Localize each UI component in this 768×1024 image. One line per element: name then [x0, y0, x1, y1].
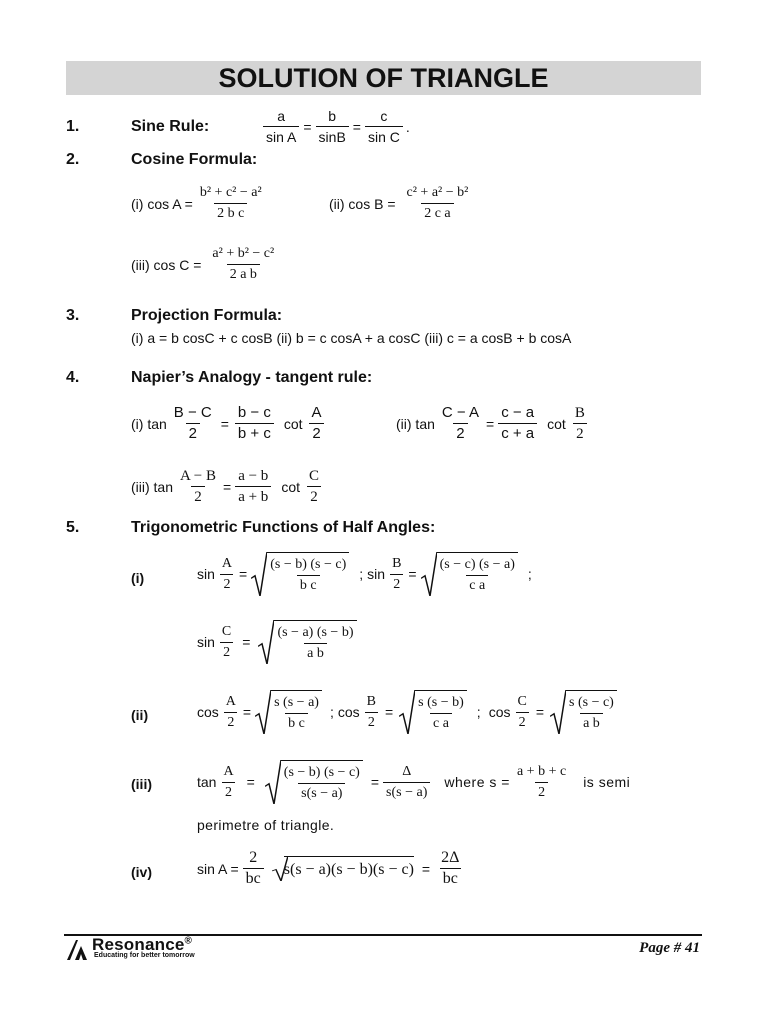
- denominator: 2: [220, 642, 233, 663]
- square-root: [258, 620, 356, 664]
- denominator: 2 a b: [227, 264, 260, 285]
- napier-iii-formula: (iii) tan $\frac{A - B}{2}$ = $\frac{a - b}{a + b}$ cot $\frac{C}{2}$: [131, 466, 322, 507]
- section-number: 4.: [66, 369, 80, 386]
- denominator: 2: [220, 574, 233, 595]
- func-name: tan: [197, 774, 217, 790]
- denominator: a b: [304, 643, 327, 664]
- perimetre-text: perimetre of triangle.: [197, 817, 335, 833]
- equals: =: [421, 860, 431, 877]
- equals: =: [370, 774, 380, 790]
- formula-label: (ii) cos B =: [329, 195, 396, 212]
- semi-text: is semi: [583, 774, 631, 790]
- brand-text: Resonance: [92, 935, 185, 954]
- denominator: 2: [224, 712, 237, 733]
- cot-text: cot: [547, 415, 566, 432]
- equals: =: [246, 774, 255, 790]
- denominator: sin C: [365, 126, 403, 147]
- denominator: b + c: [235, 423, 274, 444]
- numerator: c² + a² − b²: [406, 185, 469, 200]
- numerator: (s − b) (s − c): [283, 765, 360, 780]
- numerator: A − B: [180, 468, 216, 484]
- formula-label: (iii) cos C =: [131, 256, 202, 273]
- numerator: a − b: [238, 468, 269, 484]
- denominator: c + a: [498, 423, 537, 444]
- denominator: 2: [365, 712, 378, 733]
- square-root: [251, 552, 349, 596]
- numerator: C − A: [441, 404, 480, 421]
- equals: =: [242, 634, 251, 650]
- denominator: 2: [516, 712, 529, 733]
- numerator: b − c: [237, 404, 271, 421]
- denominator: 2: [222, 782, 235, 803]
- numerator: B: [392, 555, 402, 571]
- section-heading: Trigonometric Functions of Half Angles:: [131, 519, 436, 536]
- numerator: c − a: [501, 404, 535, 421]
- denominator: sin A: [263, 126, 299, 147]
- func-name: cos: [488, 704, 511, 720]
- denominator: 2 c a: [421, 203, 453, 224]
- denominator: c a: [466, 575, 488, 596]
- denominator: 2: [390, 574, 403, 595]
- brand-tagline: Educating for better tomorrow: [94, 952, 195, 959]
- section-number: 5.: [66, 519, 80, 536]
- equals: =: [239, 566, 248, 582]
- numerator: c: [380, 108, 388, 124]
- napier-i-formula: (i) tan $\frac{B - C}{2}$ = $\frac{b - c}{b + c}$ cot $\frac{A}{2}$: [131, 403, 325, 444]
- formula-label: (i) cos A =: [131, 195, 193, 212]
- numerator: b: [328, 108, 337, 124]
- numerator: C: [309, 468, 320, 484]
- numerator: B: [366, 693, 376, 709]
- numerator: s (s − b): [418, 695, 464, 710]
- half-sin-a-b-formula: [197, 552, 532, 596]
- item-label: (ii): [131, 707, 149, 723]
- item-label: (i): [131, 570, 145, 586]
- where-text: where s =: [444, 774, 510, 790]
- denominator: s(s − a): [298, 783, 345, 804]
- numerator: 2: [249, 849, 258, 866]
- denominator: 2: [191, 486, 205, 507]
- denominator: s(s − a): [383, 782, 430, 803]
- numerator: C: [221, 623, 232, 639]
- formula-label: (iii) tan: [131, 478, 174, 495]
- denominator: 2: [309, 423, 323, 444]
- section-heading: Napier’s Analogy - tangent rule:: [131, 369, 373, 386]
- radicand: s(s − a)(s − b)(s − c): [284, 856, 414, 881]
- numerator: (s − b) (s − c): [270, 557, 347, 572]
- cot-text: cot: [283, 415, 303, 432]
- formula-label: (ii) tan: [396, 415, 435, 432]
- projection-formula: (i) a = b cosC + c cosB (ii) b = c cosA + a cosC (iii) c = a cosB + b cosA: [131, 330, 572, 346]
- section-number: 1.: [66, 118, 80, 135]
- numerator: A: [225, 693, 236, 709]
- equals: =: [535, 704, 545, 720]
- formula-label: (i) tan: [131, 415, 167, 432]
- section-heading: Projection Formula:: [131, 307, 283, 324]
- denominator: 2 b c: [214, 203, 247, 224]
- square-root: [272, 856, 414, 881]
- title-bar: [66, 61, 701, 95]
- denominator: b c: [285, 713, 308, 734]
- cot-text: cot: [281, 478, 300, 495]
- page-title: SOLUTION OF TRIANGLE: [218, 63, 549, 93]
- registered-mark: ®: [184, 935, 193, 947]
- square-root: [265, 760, 363, 804]
- separator: ;: [359, 566, 364, 582]
- numerator: b² + c² − a²: [199, 185, 262, 200]
- denominator: a + b: [235, 486, 271, 507]
- equals: =: [408, 566, 417, 582]
- numerator: A: [221, 555, 233, 571]
- sin-a-area-formula: [197, 848, 462, 889]
- denominator: 2: [453, 423, 467, 444]
- resonance-logo-icon: [66, 937, 90, 961]
- cosine-c-formula: [131, 244, 277, 285]
- napier-ii-formula: (ii) tan $\frac{C - A}{2}$ = $\frac{c - a}{c + a}$ cot $\frac{B}{2}$: [396, 403, 588, 444]
- func-name: sin: [197, 634, 215, 650]
- denominator: 2: [307, 486, 321, 507]
- half-tan-formula: [197, 760, 630, 804]
- square-root: [550, 690, 617, 734]
- section-number: 3.: [66, 307, 80, 324]
- separator: ;: [476, 704, 481, 720]
- denominator: sinB: [316, 126, 349, 147]
- section-heading: Cosine Formula:: [131, 151, 258, 168]
- func-name: cos: [337, 704, 360, 720]
- square-root: [255, 690, 322, 734]
- numerator: 2Δ: [441, 849, 460, 866]
- separator: ;: [329, 704, 334, 720]
- square-root: [421, 552, 518, 596]
- denominator: bc: [243, 868, 264, 889]
- separator: ;: [527, 566, 532, 582]
- equals: =: [242, 704, 252, 720]
- numerator: (s − c) (s − a): [439, 557, 515, 572]
- func-name: sin: [197, 566, 215, 582]
- numerator: A: [223, 763, 234, 779]
- cosine-b-formula: [329, 183, 471, 224]
- numerator: s (s − a): [274, 695, 319, 710]
- cosine-a-formula: [131, 183, 265, 224]
- sine-rule-formula: $\frac{a}{\text{sin A}}$ = $\frac{b}{\sin B}$ = $\frac{c}{\text{sin C}}$ .: [263, 106, 410, 147]
- section-heading: Sine Rule:: [131, 118, 210, 135]
- numerator: B − C: [173, 404, 212, 421]
- numerator: A: [311, 404, 322, 421]
- denominator: bc: [440, 868, 461, 889]
- func-name: cos: [197, 704, 219, 720]
- formula-label: sin A =: [197, 860, 239, 877]
- page-number: Page # 41: [639, 940, 700, 956]
- numerator: (s − a) (s − b): [277, 625, 354, 640]
- equals: =: [384, 704, 394, 720]
- denominator: 2: [535, 782, 548, 803]
- numerator: s (s − c): [569, 695, 614, 710]
- numerator: a² + b² − c²: [212, 246, 275, 261]
- half-sin-c-formula: [197, 620, 357, 664]
- numerator: C: [517, 693, 527, 709]
- numerator: a + b + c: [516, 763, 567, 779]
- half-cos-formula: [197, 690, 617, 734]
- denominator: 2: [186, 423, 200, 444]
- denominator: c a: [430, 713, 452, 734]
- denominator: b c: [297, 575, 320, 596]
- denominator: a b: [580, 713, 603, 734]
- denominator: 2: [573, 423, 587, 444]
- square-root: [399, 690, 467, 734]
- numerator: a: [277, 108, 286, 124]
- func-name: sin: [367, 566, 386, 582]
- section-number: 2.: [66, 151, 80, 168]
- item-label: (iii): [131, 776, 152, 792]
- item-label: (iv): [131, 864, 152, 880]
- numerator: B: [574, 405, 585, 421]
- numerator: Δ: [402, 763, 412, 779]
